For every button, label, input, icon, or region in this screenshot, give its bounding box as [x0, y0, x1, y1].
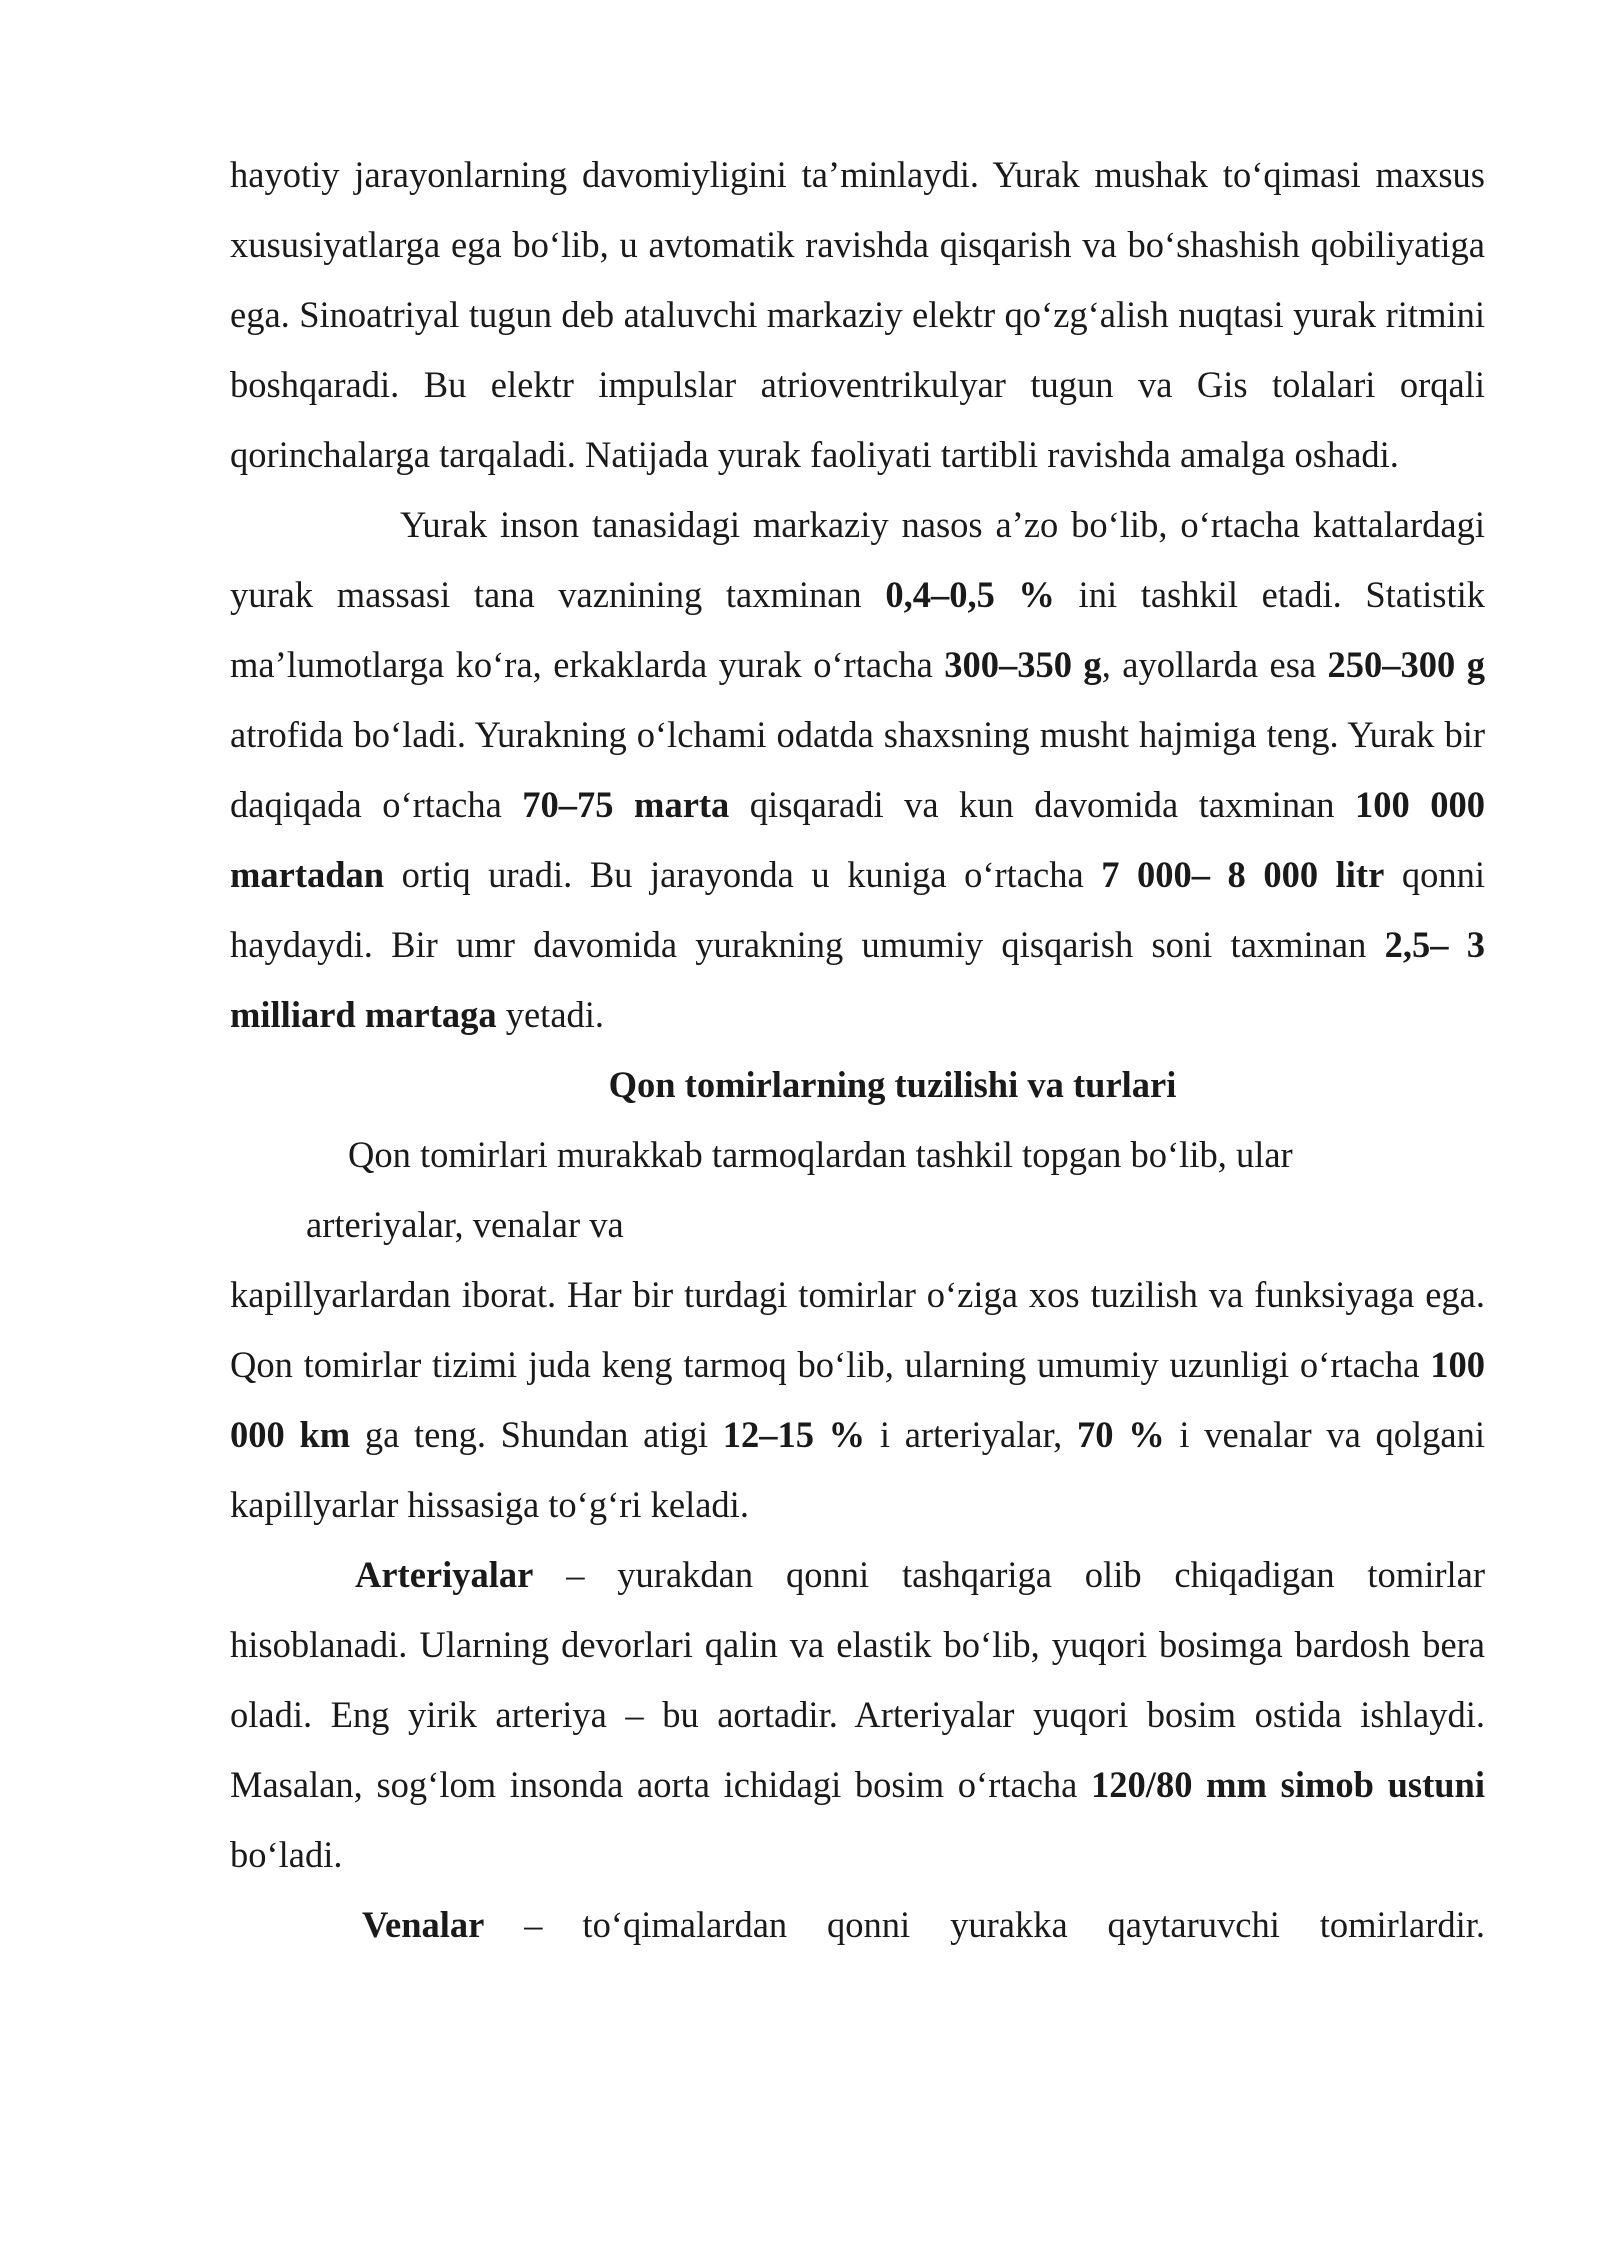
text-run: bo‘ladi.: [230, 1834, 343, 1875]
text-run: – yurakdan qonni tashqariga olib chiqadigan tomirlar hisoblanadi. Ularning devorlari qalin va elastik bo‘lib, yuqori bosimga bardosh bera oladi. Eng yirik arteriya – bu aortadir. Arteriyalar yuqori bosim ostida ishlaydi. Masalan, sog‘lom insonda aorta ichidagi bosim o‘rtacha: [230, 1554, 1485, 1805]
bold-value: 70 %: [1077, 1414, 1165, 1455]
paragraph-arteries: [230, 1540, 1485, 1890]
text-run: kapillyarlardan iborat. Har bir turdagi tomirlar o‘ziga xos tuzilish va funksiyaga ega. Qon tomirlar tizimi juda keng tarmoq bo‘lib, ularning umumiy uzunligi o‘rtacha: [230, 1274, 1485, 1385]
paragraph-vessels-types: [230, 1260, 1485, 1540]
text-run: ga teng. Shundan atigi: [350, 1414, 723, 1455]
bold-value: 100 000 km: [230, 1344, 1485, 1455]
bold-term: Arteriyalar: [355, 1554, 534, 1595]
text-run: – to‘qimalardan qonni yurakka qaytaruvchi tomirlardir.: [484, 1904, 1485, 1945]
paragraph-vessels-intro-line2: arteriyalar, venalar va: [306, 1204, 624, 1245]
text-run: qisqaradi va kun davomida taxminan: [729, 784, 1356, 825]
text-run: Yurak inson tanasidagi markaziy nasos a’zo bo‘lib, o‘rtacha kattalardagi yurak massasi tana vaznining taxminan: [230, 504, 1485, 615]
section-heading: Qon tomirlarning tuzilishi va turlari: [608, 1064, 1177, 1105]
paragraph-vessels-intro-line1: Qon tomirlari murakkab tarmoqlardan tashkil topgan bo‘lib, ular: [348, 1134, 1293, 1175]
text-run: atrofida bo‘ladi. Yurakning o‘lchami odatda shaxsning musht hajmiga teng. Yurak bir daqiqada o‘rtacha: [230, 714, 1485, 825]
paragraph-text: hayotiy jarayonlarning davomiyligini ta’minlaydi. Yurak mushak to‘qimasi maxsus xususiyatlarga ega bo‘lib, u avtomatik ravishda qisqarish va bo‘shashish qobiliyatiga ega. Sinoatriyal tugun deb ataluvchi markaziy elektr qo‘zg‘alish nuqtasi yurak ritmini boshqaradi. Bu elektr impulslar atrioventrikulyar tugun va Gis tolalari orqali qorinchalarga tarqaladi. Natijada yurak faoliyati tartibli ravishda amalga oshadi.: [230, 154, 1485, 475]
bold-term: Venalar: [362, 1904, 485, 1945]
bold-value: 100 000 martadan: [230, 784, 1486, 895]
text-run: i venalar va qolgani kapillyarlar hissasiga to‘g‘ri keladi.: [230, 1414, 1485, 1525]
bold-value: 2,5– 3 milliard martaga: [230, 924, 1486, 1035]
text-run: ortiq uradi. Bu jarayonda u kuniga o‘rtacha: [384, 854, 1102, 895]
text-run: , ayollarda esa: [1101, 644, 1328, 685]
bold-value: 250–300 g: [1327, 644, 1485, 685]
bold-value: 0,4–0,5 %: [885, 574, 1055, 615]
bold-value: 7 000– 8 000 litr: [1101, 854, 1385, 895]
bold-value: 12–15 %: [722, 1414, 866, 1455]
bold-value: 120/80 mm simob ustuni: [1091, 1764, 1485, 1805]
text-run: yetadi.: [496, 994, 605, 1035]
bold-value: 300–350 g: [944, 644, 1102, 685]
text-run: ini tashkil etadi. Statistik ma’lumotlarga ko‘ra, erkaklarda yurak o‘rtacha: [230, 574, 1486, 685]
paragraph-heart-function: [230, 140, 1485, 490]
paragraph-veins: [230, 1890, 1485, 1960]
document-body: [230, 140, 1485, 1960]
text-run: i arteriyalar,: [865, 1414, 1077, 1455]
paragraph-heart-statistics: [230, 490, 1485, 1050]
text-run: qonni haydaydi. Bir umr davomida yurakning umumiy qisqarish soni taxminan: [230, 854, 1485, 965]
bold-value: 70–75 marta: [522, 784, 730, 825]
